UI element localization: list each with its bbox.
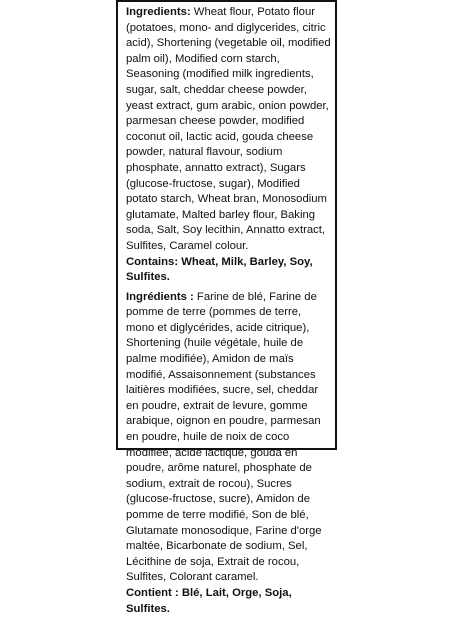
english-ingredients-label: Ingredients: — [126, 6, 191, 18]
french-ingredients-text: Farine de blé, Farine de pomme de terre (pommes de terre, mono et diglycérides, acide citrique), Shortening (huile végétale, huile de palme modifiée), Amidon de maïs modifié, Assaisonnement (substances laitières modifiées, sucre, sel, cheddar en poudre, extrait de levure, gomme arabique, oignon en poudre, parmesan en poudre, huile de noix de coco modifiée, acide lactique, gouda en poudre, arôme naturel, phosphate de sodium, extrait de rocou), Sucres (glucose-fructose, sucre), Amidon de pomme de terre modifié, Son de blé, Glutamate monosodique, Farine d'orge maltée, Bicarbonate de sodium, Sel, Lécithine de soja, Extrait de rocou, Sulfites, Colorant caramel. — [126, 290, 322, 584]
french-ingredients-paragraph — [126, 290, 331, 586]
french-contains-statement: Contient : Blé, Lait, Orge, Soja, Sulfites. — [126, 586, 292, 615]
french-ingredients-section — [126, 290, 331, 617]
english-ingredients-text: Wheat flour, Potato flour (potatoes, mono- and diglycerides, citric acid), Shortening (vegetable oil, modified palm oil), Modified corn starch, Seasoning (modified milk ingredients, sugar, salt, cheddar cheese powder, yeast extract, gum arabic, onion powder, parmesan cheese powder, modified coconut oil, lactic acid, gouda cheese powder, natural flavour, sodium phosphate, annatto extract), Sugars (glucose-fructose, sugar), Modified potato starch, Wheat bran, Monosodium glutamate, Malted barley flour, Baking soda, Salt, Soy lecithin, Annatto extract, Sulfites, Caramel colour. — [126, 6, 331, 252]
ingredients-panel — [116, 0, 337, 615]
english-ingredients-section — [126, 5, 331, 286]
english-ingredients-paragraph — [126, 5, 331, 255]
french-ingredients-label: Ingrédients : — [126, 290, 194, 303]
english-contains-statement: Contains: Wheat, Milk, Barley, Soy, Sulfites. — [126, 255, 313, 284]
